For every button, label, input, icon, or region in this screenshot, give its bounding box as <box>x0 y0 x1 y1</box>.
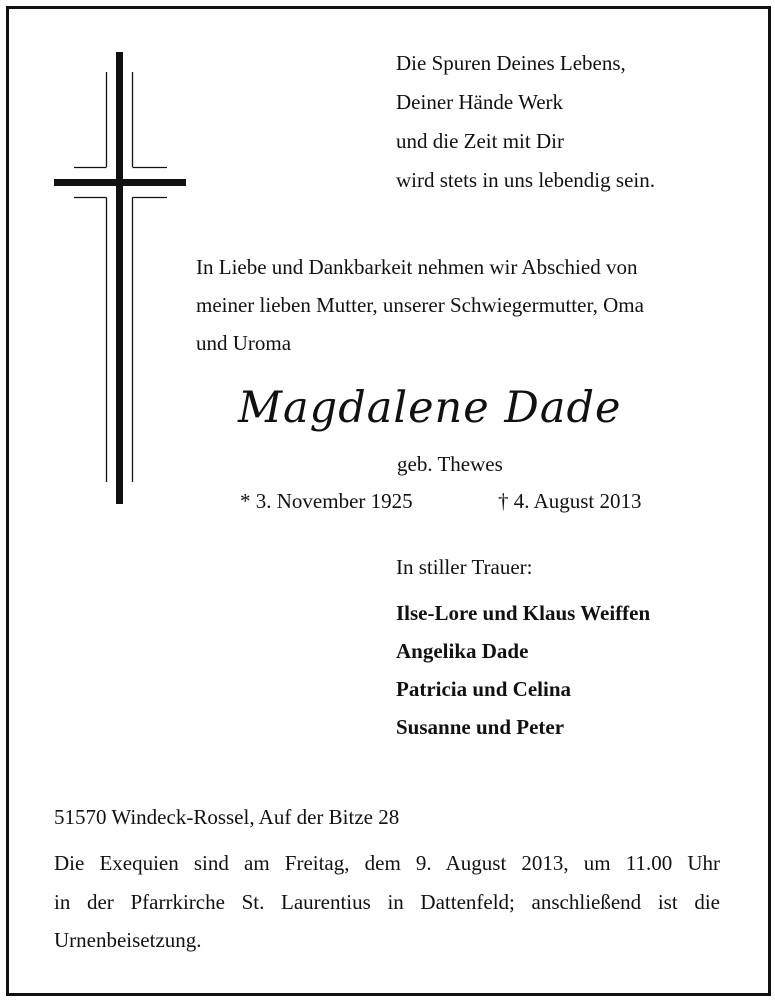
cross-icon <box>52 52 188 508</box>
service-info <box>54 844 720 960</box>
farewell-line: meiner lieben Mutter, unserer Schwiegermutter, Oma <box>196 293 644 317</box>
service-line: Urnenbeisetzung. <box>54 928 202 952</box>
service-line: in der Pfarrkirche St. Laurentius in Dattenfeld; anschließend ist die <box>54 889 720 914</box>
death-date: † 4. August 2013 <box>498 489 642 513</box>
poem-line: wird stets in uns lebendig sein. <box>396 168 655 192</box>
mourner-name: Angelika Dade <box>396 639 529 663</box>
farewell-line: und Uroma <box>196 331 292 355</box>
birth-name: geb. Thewes <box>397 452 503 476</box>
mourners-list <box>396 594 650 746</box>
address: 51570 Windeck-Rossel, Auf der Bitze 28 <box>54 805 400 829</box>
farewell-line: In Liebe und Dankbarkeit nehmen wir Abschied von <box>196 255 638 279</box>
mourner-name: Ilse-Lore und Klaus Weiffen <box>396 601 651 625</box>
poem <box>396 44 655 200</box>
poem-line: Die Spuren Deines Lebens, <box>396 51 626 75</box>
poem-line: Deiner Hände Werk <box>396 90 564 114</box>
farewell-text <box>196 248 644 362</box>
mourners-label: In stiller Trauer: <box>396 555 533 579</box>
service-line: Die Exequien sind am Freitag, dem 9. August 2013, um 11.00 Uhr <box>54 851 720 875</box>
mourner-name: Patricia und Celina <box>396 677 572 701</box>
birth-date: * 3. November 1925 <box>240 489 413 513</box>
poem-line: und die Zeit mit Dir <box>396 129 564 153</box>
deceased-name: Magdalene Dade <box>238 383 622 433</box>
mourner-name: Susanne und Peter <box>396 715 565 739</box>
